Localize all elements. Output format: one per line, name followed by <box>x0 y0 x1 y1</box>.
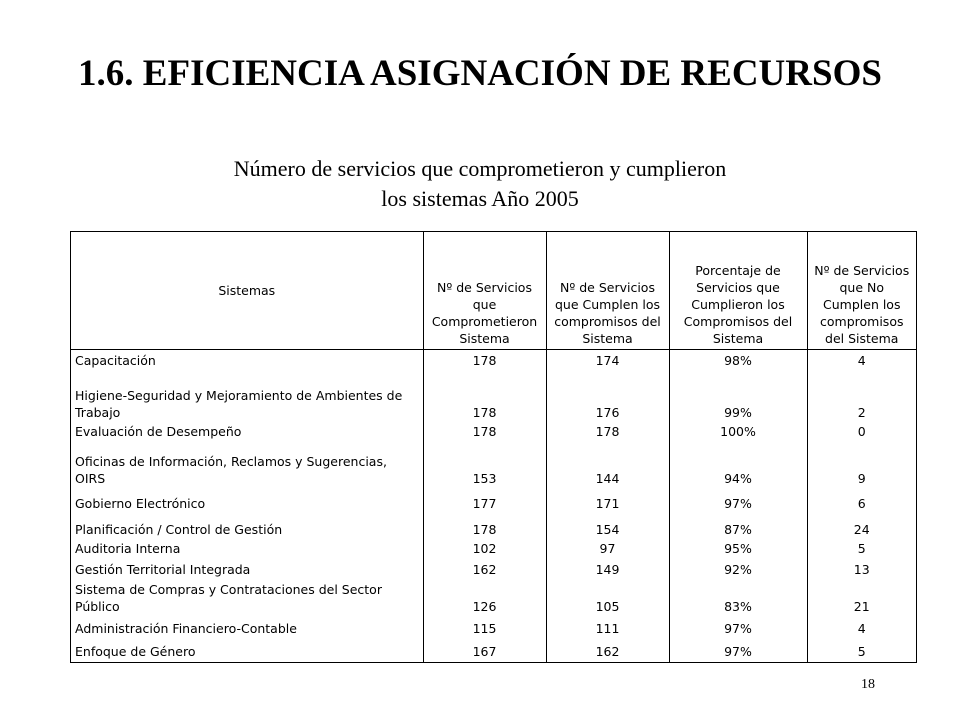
cell-sistema: Administración Financiero-Contable <box>75 621 297 637</box>
cell-no-cumplen: 4 <box>807 617 916 640</box>
page-number: 18 <box>861 677 875 692</box>
cell-comprometieron: 178 <box>423 349 546 374</box>
cell-sistema: Sistema de Compras y Contrataciones del Sector Público <box>75 581 382 614</box>
table-row <box>71 374 916 423</box>
table-header-row <box>71 232 916 349</box>
subtitle-line-2: los sistemas Año 2005 <box>381 186 579 211</box>
table-row <box>71 639 916 662</box>
cell-no-cumplen: 6 <box>807 489 916 515</box>
cell-sistema: Evaluación de Desempeño <box>75 423 242 439</box>
page-title: 1.6. EFICIENCIA ASIGNACIÓN DE RECURSOS <box>78 53 882 94</box>
table-row <box>71 349 916 374</box>
cell-cumplen: 174 <box>546 349 669 374</box>
cell-porcentaje: 92% <box>669 559 807 580</box>
cell-no-cumplen: 9 <box>807 451 916 489</box>
cell-comprometieron: 153 <box>423 451 546 489</box>
table-row <box>71 423 916 451</box>
cell-porcentaje: 97% <box>669 489 807 515</box>
cell-cumplen: 176 <box>546 374 669 423</box>
cell-cumplen: 149 <box>546 559 669 580</box>
cell-cumplen: 154 <box>546 514 669 540</box>
table-row <box>71 617 916 640</box>
cell-cumplen: 178 <box>546 423 669 451</box>
table-row <box>71 580 916 617</box>
cell-comprometieron: 178 <box>423 423 546 451</box>
cell-porcentaje: 97% <box>669 617 807 640</box>
column-header-porcentaje: Porcentaje de Servicios que Cumplieron los Compromisos del Sistema <box>669 232 807 349</box>
cell-porcentaje: 97% <box>669 639 807 662</box>
cell-porcentaje: 95% <box>669 540 807 559</box>
column-header-sistemas: Sistemas <box>71 232 423 349</box>
cell-comprometieron: 115 <box>423 617 546 640</box>
cell-comprometieron: 177 <box>423 489 546 515</box>
cell-sistema: Enfoque de Género <box>75 644 196 659</box>
table-row <box>71 451 916 489</box>
cell-cumplen: 144 <box>546 451 669 489</box>
cell-cumplen: 162 <box>546 639 669 662</box>
column-header-no-cumplen: Nº de Servicios que No Cumplen los compromisos del Sistema <box>807 232 916 349</box>
cell-sistema: Gobierno Electrónico <box>75 496 206 512</box>
cell-sistema: Gestión Territorial Integrada <box>75 561 251 577</box>
table-row <box>71 514 916 540</box>
cell-porcentaje: 83% <box>669 580 807 617</box>
column-header-comprometieron: Nº de Servicios que Comprometieron Sistema <box>423 232 546 349</box>
cell-no-cumplen: 24 <box>807 514 916 540</box>
cell-comprometieron: 162 <box>423 559 546 580</box>
cell-sistema: Auditoria Interna <box>75 541 181 557</box>
table-caption <box>0 154 960 214</box>
cell-comprometieron: 178 <box>423 374 546 423</box>
column-header-cumplen: Nº de Servicios que Cumplen los compromisos del Sistema <box>546 232 669 349</box>
cell-no-cumplen: 2 <box>807 374 916 423</box>
cell-no-cumplen: 5 <box>807 639 916 662</box>
cell-comprometieron: 167 <box>423 639 546 662</box>
cell-cumplen: 111 <box>546 617 669 640</box>
cell-no-cumplen: 21 <box>807 580 916 617</box>
cell-cumplen: 97 <box>546 540 669 559</box>
cell-cumplen: 171 <box>546 489 669 515</box>
cell-comprometieron: 126 <box>423 580 546 617</box>
cell-sistema: Oficinas de Información, Reclamos y Sugerencias, OIRS <box>75 453 387 486</box>
cell-no-cumplen: 4 <box>807 349 916 374</box>
cell-no-cumplen: 5 <box>807 540 916 559</box>
cell-no-cumplen: 0 <box>807 423 916 451</box>
cell-sistema: Capacitación <box>75 352 156 368</box>
subtitle-line-1: Número de servicios que comprometieron y cumplieron <box>233 156 727 181</box>
cell-comprometieron: 102 <box>423 540 546 559</box>
table-row <box>71 559 916 580</box>
cell-no-cumplen: 13 <box>807 559 916 580</box>
cell-porcentaje: 87% <box>669 514 807 540</box>
cell-porcentaje: 94% <box>669 451 807 489</box>
table-row <box>71 489 916 515</box>
cell-porcentaje: 100% <box>669 423 807 451</box>
data-table <box>70 231 917 663</box>
cell-cumplen: 105 <box>546 580 669 617</box>
cell-sistema: Higiene-Seguridad y Mejoramiento de Ambientes de Trabajo <box>75 387 403 420</box>
cell-porcentaje: 98% <box>669 349 807 374</box>
cell-porcentaje: 99% <box>669 374 807 423</box>
table-row <box>71 540 916 559</box>
cell-comprometieron: 178 <box>423 514 546 540</box>
cell-sistema: Planificación / Control de Gestión <box>75 521 283 537</box>
